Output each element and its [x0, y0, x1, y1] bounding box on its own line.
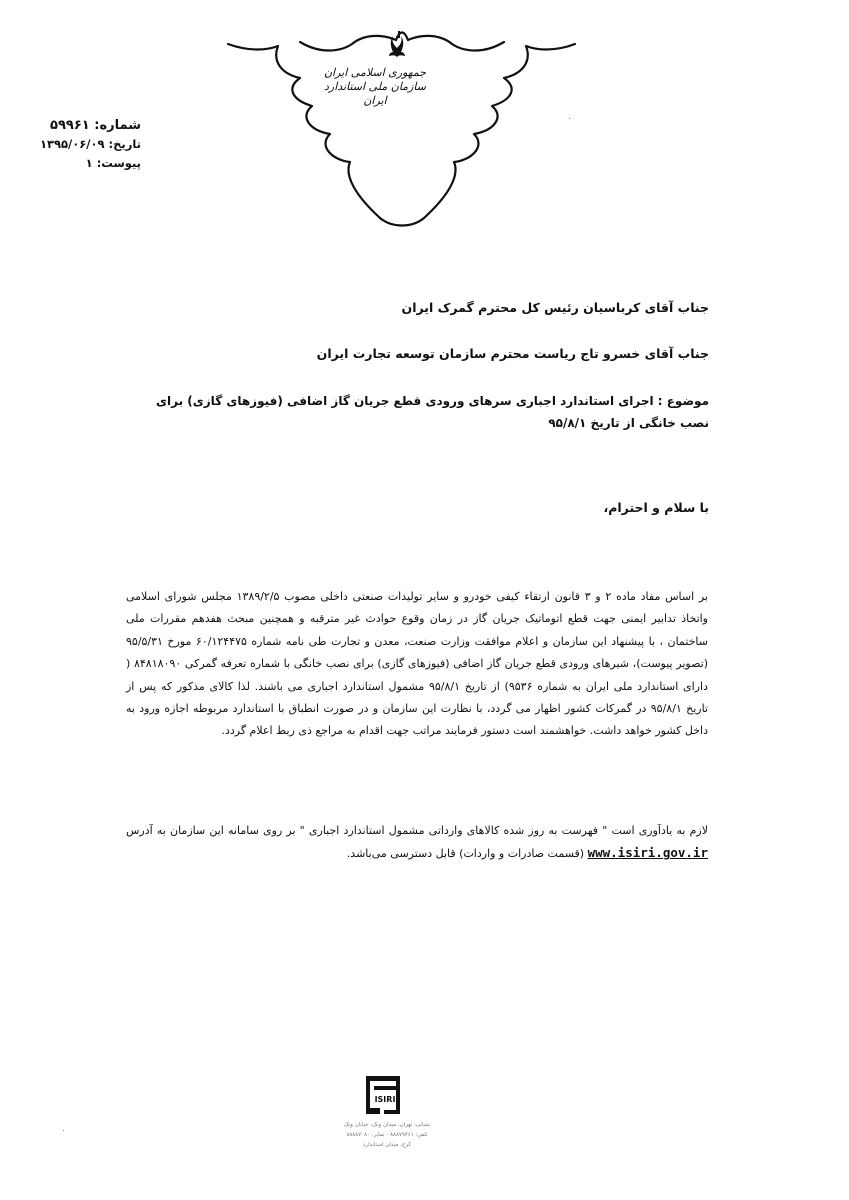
- footer-line-1: نشانی: تهران، میدان ونک، خیابان ونک: [343, 1122, 431, 1128]
- scan-speck: ·: [568, 114, 572, 125]
- letterhead-title: [320, 66, 430, 108]
- paragraph-2-text-end: (قسمت صادرات و واردات) قابل دسترسی می‌باشد.: [346, 847, 585, 861]
- greeting: با سلام و احترام،: [603, 500, 709, 515]
- addressee-2: جناب آقای خسرو تاج ریاست محترم سازمان توسعه تجارت ایران: [316, 346, 709, 361]
- footer-address: [262, 1120, 512, 1150]
- letter-subject: موضوع : اجرای استاندارد اجباری سرهای ورودی قطع جریان گاز اضافی (فیوزهای گازی) برای نصب خانگی از تاریخ ۹۵/۸/۱: [156, 394, 709, 430]
- isiri-logo-icon: [360, 1072, 406, 1118]
- body-paragraph-2: [126, 820, 708, 866]
- state-emblem-icon: [389, 31, 405, 58]
- letter-date: تاریخ: ۱۳۹۵/۰۶/۰۹: [39, 137, 141, 151]
- website-link[interactable]: www.isiri.gov.ir: [587, 845, 708, 861]
- letterhead-line-2: سازمان ملی استاندارد ایران: [324, 80, 426, 107]
- isiri-logo-text: ISIRI: [374, 1095, 396, 1104]
- paragraph-2-text-start: لازم به یادآوری است " فهرست به روز شده کالاهای وارداتی مشمول استاندارد اجباری " بر روی سامانه این سازمان به آدرس: [126, 824, 708, 837]
- footer-line-3: کرج، میدان استاندارد: [362, 1142, 412, 1148]
- letter-attachment: پیوست: ۱: [85, 156, 141, 170]
- footer-line-2: تلفن: ۸۸۸۷۹۴۶۱ - نمابر: ۸۸۸۸۷۰۸۰: [346, 1132, 428, 1138]
- letter-meta: [26, 116, 141, 173]
- letterhead-line-1: جمهوری اسلامی ایران: [323, 66, 427, 79]
- scan-speck: ·: [62, 1126, 66, 1137]
- body-paragraph-1: بر اساس مفاد ماده ۲ و ۳ قانون ارتقاء کیفی خودرو و سایر تولیدات صنعتی داخلی مصوب ۱۳۸۹/۲/۵ مجلس شورای اسلامی واتخاذ تدابیر ایمنی جهت قطع اتوماتیک جریان گاز در زمان وقوع حوادث غیر مترقبه و همچنین مبحث هفدهم مقررات ملی ساختمان ، با پیشنهاد این سازمان و اعلام موافقت وزارت صنعت، معدن و تجارت طی نامه شماره ۶۰/۱۲۴۴۷۵ مورخ ۹۵/۵/۳۱ (تصویر پیوست)، شیرهای ورودی قطع جریان گاز اضافی (فیوزهای گازی) برای نصب خانگی با شماره تعرفه گمرکی ۸۴۸۱۸۰۹۰ ( دارای استاندارد ملی ایران به شماره ۹۵۳۶) از تاریخ ۹۵/۸/۱ مشمول استاندارد اجباری می باشند. لذا کالای مذکور که پس از تاریخ ۹۵/۸/۱ در گمرکات کشور اظهار می گردد، با نظارت این سازمان و در صورت انطباق با استاندارد مربوطه اجازه ورود به داخل کشور خواهد داشت. خواهشمند است دستور فرمایند مراتب جهت اقدام به مراجع ذی ربط اعلام گردد.: [126, 590, 709, 738]
- letter-number: شماره: ۵۹۹۶۱: [50, 118, 141, 133]
- addressee-1: جناب آقای کرباسیان رئیس کل محترم گمرک ایران: [401, 300, 709, 315]
